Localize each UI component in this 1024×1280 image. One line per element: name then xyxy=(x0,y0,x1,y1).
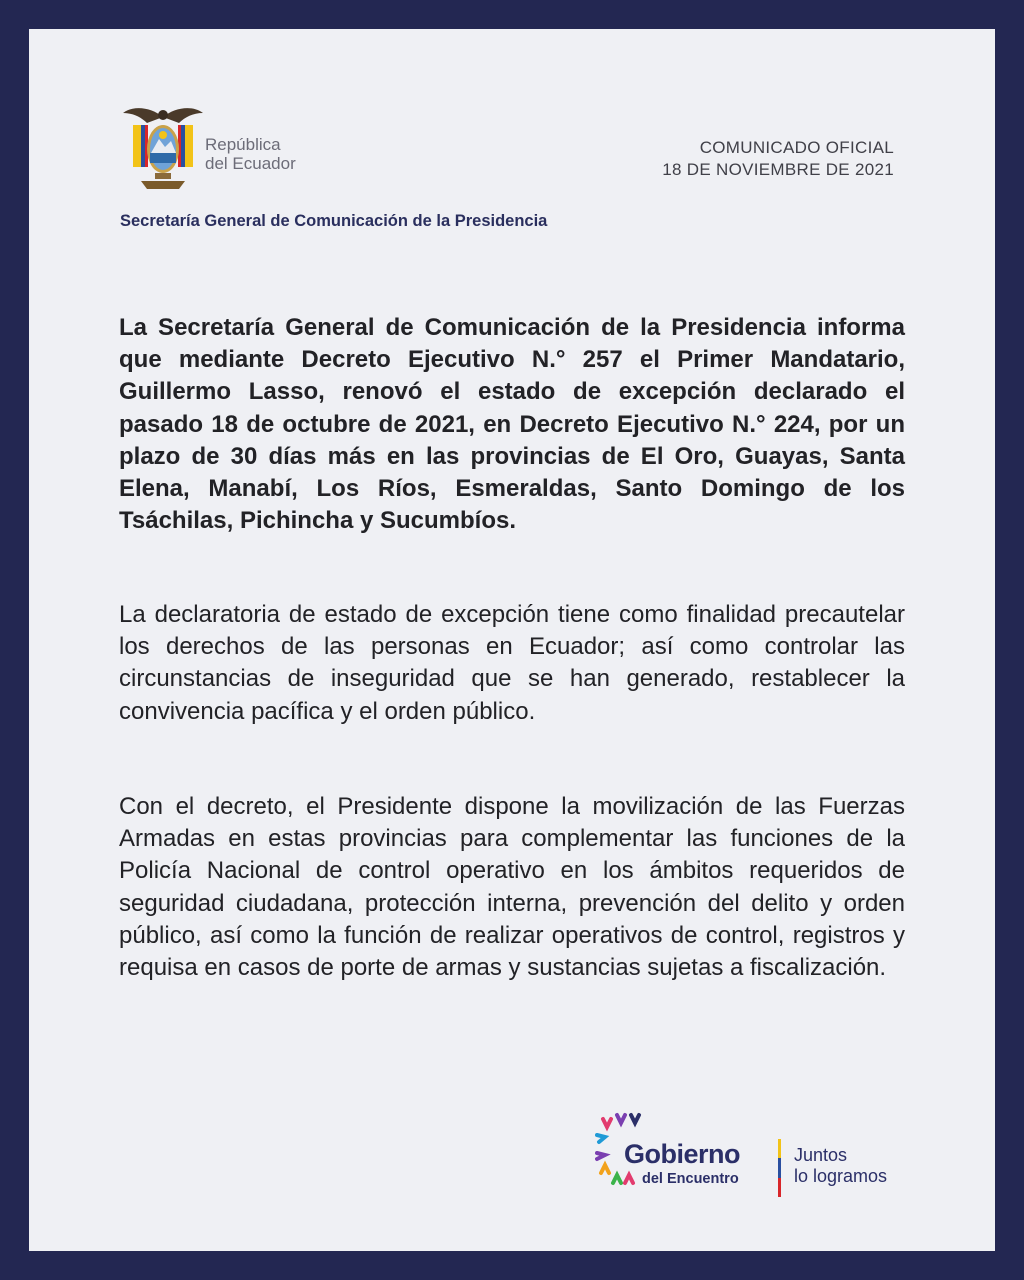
slogan-line-2: lo logramos xyxy=(794,1166,888,1186)
communique-sheet xyxy=(29,29,995,1251)
brand-slogan xyxy=(794,1145,887,1187)
brand-sub-text: del Encuentro xyxy=(642,1171,739,1187)
government-brand-logo xyxy=(595,1109,915,1199)
document-type: COMUNICADO OFICIAL xyxy=(699,138,894,157)
document-date: 18 DE NOVIEMBRE DE 2021 xyxy=(662,160,894,179)
slogan-line-1: Juntos xyxy=(794,1145,848,1165)
republic-line-1: República xyxy=(205,135,281,154)
lead-paragraph: La Secretaría General de Comunicación de la Presidencia informa que mediante Decreto Ejecutivo N.° 257 el Primer Mandatario, Guillermo Lasso, renovó el estado de excepción declarado el pasado 18 de octubre de 2021, en Decreto Ejecutivo N.° 224, por un plazo de 30 días más en las provincias de El Oro, Guayas, Santa Elena, Manabí, Los Ríos, Esmeraldas, Santo Domingo de los Tsáchilas, Pichincha y Sucumbíos. xyxy=(119,314,905,535)
coat-of-arms-icon xyxy=(121,103,205,195)
brand-main-text: Gobierno xyxy=(624,1139,740,1169)
republic-name xyxy=(205,135,296,173)
flag-divider xyxy=(778,1139,781,1197)
document-meta xyxy=(662,137,894,181)
republic-line-2: del Ecuador xyxy=(205,154,296,173)
issuing-office: Secretaría General de Comunicación de la Presidencia xyxy=(120,212,548,230)
body-paragraph-3: Con el decreto, el Presidente dispone la movilización de las Fuerzas Armadas en estas provincias para complementar las funciones de la Policía Nacional de control operativo en los ámbitos requeridos de seguridad ciudadana, protección interna, prevención del delito y orden público, así como la función de realizar operativos de control, registros y requisa en casos de porte de armas y sustancias sujetas a fiscalización. xyxy=(119,793,905,982)
body-paragraph-2: La declaratoria de estado de excepción tiene como finalidad precautelar los derechos de las personas en Ecuador; así como controlar las circunstancias de inseguridad que se han generado, restablecer la convivencia pacífica y el orden público. xyxy=(119,601,905,725)
